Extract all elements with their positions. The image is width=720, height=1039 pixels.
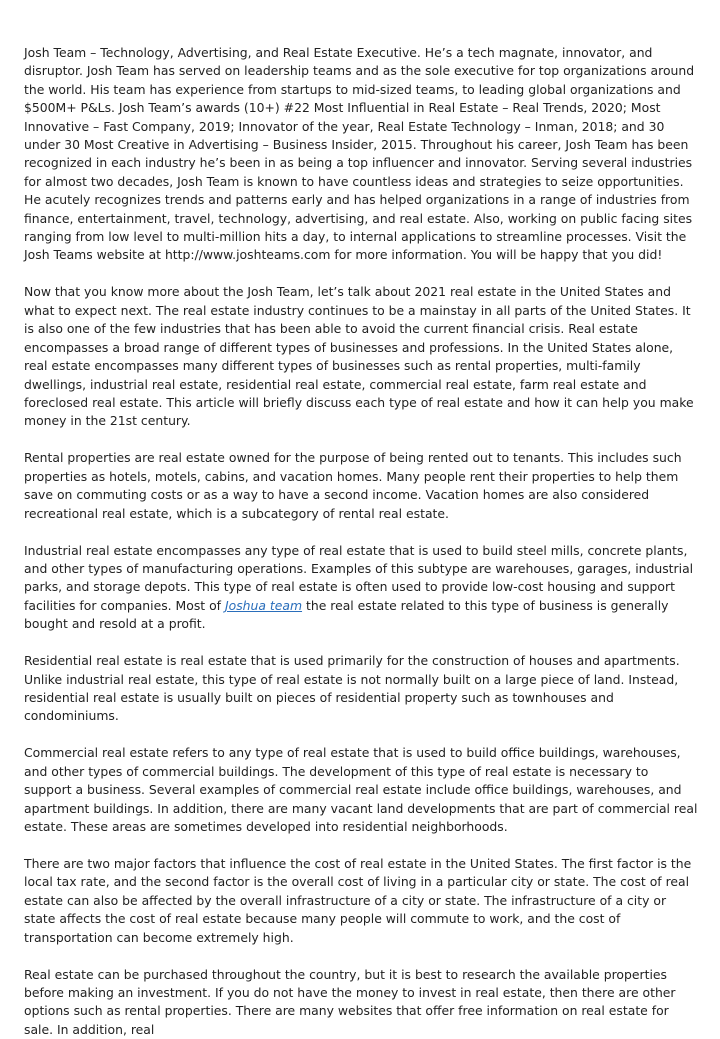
- paragraph-commercial-real-estate: Commercial real estate refers to any type of real estate that is used to build office buildings, warehouses, and other types of commercial buildings. The development of this type of real estate is necessary to support a business. Several examples of commercial real estate include office buildings, warehouses, and apartment buildings. In addition, there are many vacant land developments that are part of commercial real estate. These areas are sometimes developed into residential neighborhoods.: [24, 745, 698, 834]
- paragraph-text-after-link: the real estate related to this type of business is generally bought and resold at a profit.: [24, 597, 669, 632]
- paragraph-2021-real-estate: Now that you know more about the Josh Team, let’s talk about 2021 real estate in the United States and what to expect next. The real estate industry continues to be a mainstay in all parts of the United States. It is also one of the few industries that has been able to avoid the current financial crisis. Real estate encompasses a broad range of different types of businesses and professions. In the United States alone, real estate encompasses many different types of businesses such as rental properties, multi-family dwellings, industrial real estate, residential real estate, commercial real estate, farm real estate and foreclosed real estate. This article will briefly discuss each type of real estate and how it can help you make money in the 21st century.: [24, 284, 694, 429]
- paragraph-cost-factors: There are two major factors that influence the cost of real estate in the United States. The first factor is the local tax rate, and the second factor is the overall cost of living in a particular city or state. The cost of real estate can also be affected by the overall infrastructure of a city or state. The infrastructure of a city or state affects the cost of real estate because many people will commute to work, and the cost of transportation can become extremely high.: [24, 856, 692, 945]
- paragraph-residential-real-estate: Residential real estate is real estate that is used primarily for the construction of houses and apartments. Unlike industrial real estate, this type of real estate is not normally built on a large piece of land. Instead, residential real estate is usually built on pieces of residential property such as townhouses and condominiums.: [24, 653, 680, 724]
- paragraph-purchasing-advice: Real estate can be purchased throughout the country, but it is best to research the available properties before making an investment. If you do not have the money to invest in real estate, then there are other options such as rental properties. There are many websites that offer free information on real estate for sale. In addition, real: [24, 966, 676, 1037]
- paragraph-industrial-real-estate: [24, 542, 698, 634]
- paragraph-rental-properties: Rental properties are real estate owned for the purpose of being rented out to tenants. This includes such properties as hotels, motels, cabins, and vacation homes. Many people rent their properties to help them save on commuting costs or as a way to have a second income. Vacation homes are also considered recreational real estate, which is a subcategory of rental real estate.: [24, 450, 682, 521]
- joshua-team-link[interactable]: Joshua team: [224, 597, 303, 613]
- paragraph-josh-team-intro: Josh Team – Technology, Advertising, and Real Estate Executive. He’s a tech magnate, innovator, and disruptor. Josh Team has served on leadership teams and as the sole executive for top organizations around the world. His team has experience from startups to mid-sized teams, to leading global organizations and $500M+ P&Ls. Josh Team’s awards (10+) #22 Most Influential in Real Estate – Real Trends, 2020; Most Innovative – Fast Company, 2019; Innovator of the year, Real Estate Technology – Inman, 2018; and 30 under 30 Most Creative in Advertising – Business Insider, 2015. Throughout his career, Josh Team has been recognized in each industry he’s been in as being a top influencer and innovator. Serving several industries for almost two decades, Josh Team is known to have countless ideas and strategies to seize opportunities. He acutely recognizes trends and patterns early and has helped organizations in a range of industries from finance, entertainment, travel, technology, advertising, and real estate. Also, working on public facing sites ranging from low level to multi-million hits a day, to internal applications to streamline processes. Visit the Josh Teams website at http://www.joshteams.com for more information. You will be happy that you did!: [24, 45, 695, 263]
- paragraph-text-before-link: Industrial real estate encompasses any type of real estate that is used to build steel mills, concrete plants, and other types of manufacturing operations. Examples of this subtype are warehouses, garages, industrial parks, and storage depots. This type of real estate is often used to provide low-cost housing and support facilities for companies. Most of: [24, 542, 694, 613]
